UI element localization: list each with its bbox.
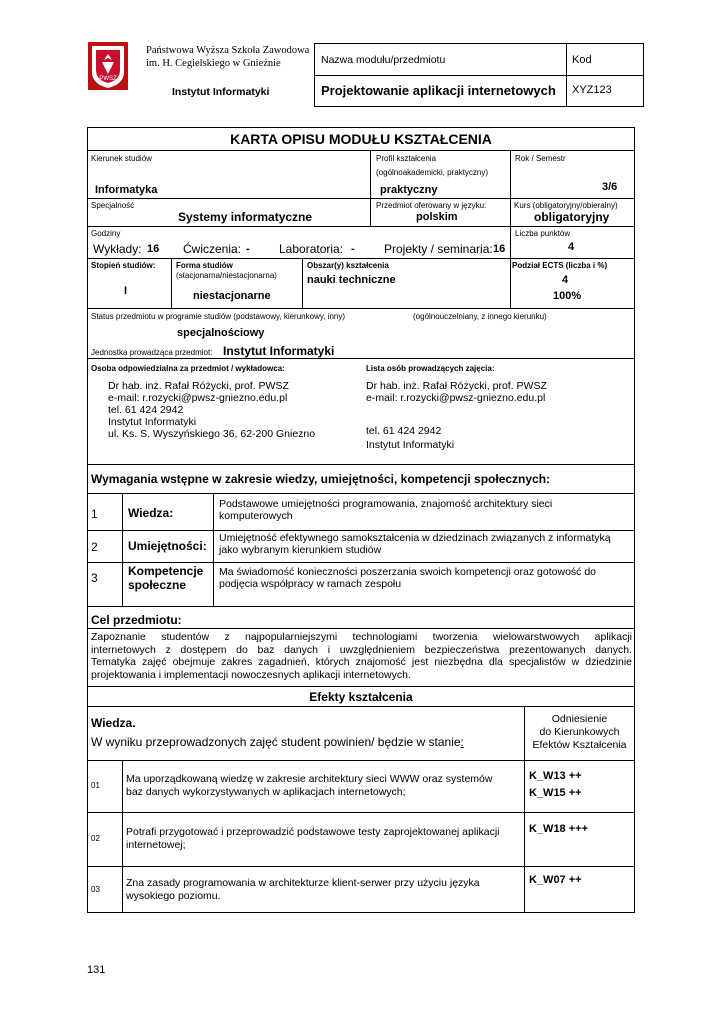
profil-value: praktyczny (380, 184, 438, 196)
godziny-label: Godziny (91, 229, 121, 238)
odpowiedzialny-label: Osoba odpowiedzialna za przedmiot / wykładowca: (91, 364, 285, 373)
profil-label: Profil kształcenia (376, 154, 437, 163)
kierunek-label: Kierunek studiów (91, 154, 152, 163)
stopien-label: Stopień studiów: (91, 261, 156, 270)
effect-3-reference: K_W07 ++ (529, 874, 582, 886)
effect-1-number: 01 (91, 781, 100, 790)
effect-2-text: Potrafi przygotować i przeprowadzić podstawowe testy zaprojektowanej aplikacji internetowej; (126, 826, 500, 851)
lista-details: Dr hab. inż. Rafał Różycki, prof. PWSZ e-mail: r.rozycki@pwsz-gniezno.edu.pl (366, 380, 547, 404)
jednostka-label: Jednostka prowadząca przedmiot: (91, 348, 213, 357)
req-1-name: Wiedza: (128, 506, 174, 520)
status-value: specjalnościowy (177, 327, 265, 339)
forma-value: niestacjonarne (193, 290, 271, 302)
req-2-text: Umiejętność efektywnego samokształcenia w dziedzinach związanych z informatyką jako wybranym kierunkiem studiów (219, 532, 611, 556)
code-label: Kod (572, 54, 592, 66)
kurs-value: obligatoryjny (534, 210, 610, 224)
laboratoria-value: - (351, 243, 355, 255)
wyklady-label: Wykłady: (93, 242, 142, 256)
req-2-name: Umiejętności: (128, 539, 207, 553)
effect-3-text: Zna zasady programowania w architekturze klient-serwer przy użyciu języka wysokiego poziomu. (126, 877, 480, 902)
laboratoria-label: Laboratoria: (279, 242, 344, 256)
jezyk-label: Przedmiot oferowany w języku: (376, 201, 487, 210)
institute-name: Instytut Informatyki (172, 86, 270, 98)
jezyk-value: polskim (416, 211, 458, 223)
effect-1-reference: K_W13 ++ K_W15 ++ (529, 770, 582, 799)
svg-text:PWSZ: PWSZ (99, 76, 117, 82)
cwiczenia-value: - (246, 243, 250, 255)
specjalnosc-label: Specjalność (91, 201, 135, 210)
ects-percent: 100% (553, 290, 582, 302)
punkty-value: 4 (568, 241, 575, 253)
module-name: Projektowanie aplikacji internetowych (321, 83, 556, 98)
effect-3-number: 03 (91, 885, 100, 894)
rok-label: Rok / Semestr (515, 154, 566, 163)
wyklady-value: 16 (147, 243, 160, 255)
effect-2-number: 02 (91, 834, 100, 843)
goal-text: Zapoznanie studentów z najpopularniejszymi technologiami tworzenia wielowarstwowych aplikacji internetowych z dostępem do baz danych i uwzględnieniem bezpieczeństwa prezentowanych danych. Tematyka zajęć obejmuje zakres zagadnień, których znajomość jest niezbędna dla specjalistów w dziedzinie projektowania i implementacji nowoczesnych aplikacji internetowych. (91, 631, 632, 681)
effect-2-reference: K_W18 +++ (529, 823, 589, 835)
projekty-value: 16 (493, 243, 506, 255)
jednostka-value: Instytut Informatyki (223, 344, 335, 358)
rok-value: 3/6 (602, 181, 618, 193)
school-name-line2: im. H. Cegielskiego w Gnieźnie (146, 58, 281, 69)
kurs-label: Kurs (obligatoryjny/obieralny) (514, 201, 618, 210)
odpowiedzialny-details: Dr hab. inż. Rafał Różycki, prof. PWSZ e-mail: r.rozycki@pwsz-gniezno.edu.pl tel. 61 424 2942 Instytut Informatyki ul. Ks. S. Wyszyńskiego 36, 62-200 Gniezno (108, 380, 316, 440)
cwiczenia-label: Ćwiczenia: (183, 242, 242, 256)
obszar-label: Obszar(y) kształcenia (307, 261, 389, 270)
lista-label: Lista osób prowadzących zajęcia: (366, 364, 495, 373)
profil-sub: (ogólnoakademicki, praktyczny) (376, 168, 489, 177)
effects-title: Efekty kształcenia (309, 690, 413, 704)
req-3-text: Ma świadomość konieczności poszerzania swoich kompetencji oraz gotowość do podjęcia współpracy w ramach zespołu (219, 566, 597, 590)
req-3-name: Kompetencje społeczne (128, 564, 204, 592)
punkty-label: Liczba punktów (515, 229, 571, 238)
stopien-value: I (124, 285, 128, 297)
forma-sub: (stacjonarna/niestacjonarna) (176, 271, 277, 280)
school-name-line1: Państwowa Wyższa Szkoła Zawodowa (146, 45, 310, 56)
requirements-title: Wymagania wstępne w zakresie wiedzy, umiejętności, kompetencji społecznych: (91, 472, 551, 486)
obszar-value: nauki techniczne (307, 274, 396, 286)
kierunek-value: Informatyka (95, 184, 158, 196)
projekty-label: Projekty / seminaria: (384, 242, 493, 256)
goal-title: Cel przedmiotu: (91, 613, 182, 627)
specjalnosc-value: Systemy informatyczne (178, 210, 313, 224)
req-1-number: 1 (91, 507, 98, 521)
effects-wiedza: Wiedza. (91, 716, 136, 730)
page-number: 131 (87, 964, 106, 976)
effect-1-text: Ma uporządkowaną wiedzę w zakresie architektury sieci WWW oraz systemów baz danych wykorzystywanych w aplikacjach internetowych; (126, 773, 493, 798)
status-note: (ogólnouczelniany, z innego kierunku) (413, 312, 547, 321)
card-title: KARTA OPISU MODUŁU KSZTAŁCENIA (230, 131, 492, 147)
ects-number: 4 (562, 274, 569, 286)
lista-details-2: tel. 61 424 2942 Instytut Informatyki (366, 425, 455, 451)
module-code: XYZ123 (572, 84, 612, 96)
forma-label: Forma studiów (176, 261, 233, 270)
effects-intro: W wyniku przeprowadzonych zajęć student powinien/ będzie w stanie: (91, 735, 464, 749)
req-3-number: 3 (91, 571, 98, 585)
school-logo (88, 42, 128, 90)
effects-reference-header: Odniesienie do Kierunkowych Efektów Kształcenia (532, 713, 627, 751)
ects-label: Podział ECTS (liczba i %) (512, 261, 608, 270)
status-label: Status przedmiotu w programie studiów (podstawowy, kierunkowy, inny) (91, 312, 346, 321)
req-1-text: Podstawowe umiejętności programowania, znajomość architektury sieci komputerowych (219, 498, 553, 522)
req-2-number: 2 (91, 540, 98, 554)
module-name-label: Nazwa modułu/przedmiotu (321, 54, 446, 66)
